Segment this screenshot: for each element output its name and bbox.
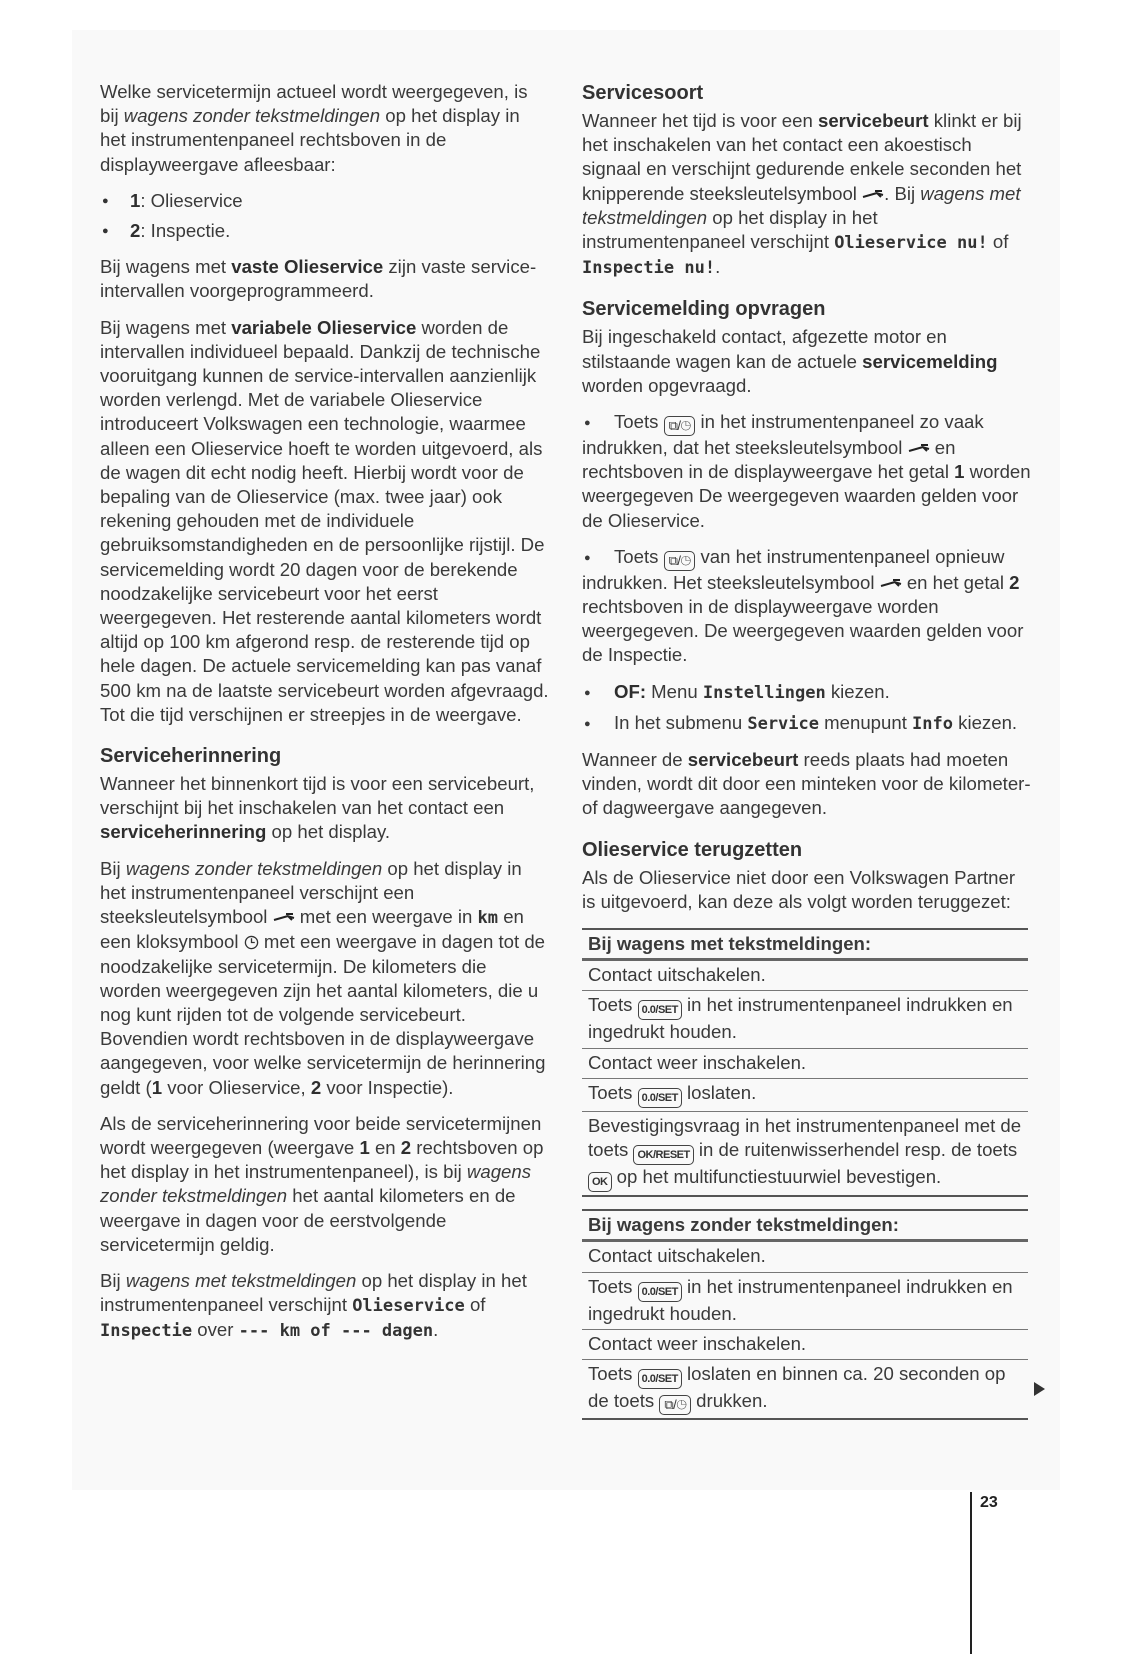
table-row: Toets 0.0/SET in het instrumentenpaneel indrukken en ingedrukt houden. <box>582 1273 1028 1330</box>
table-row: Contact uitschakelen. <box>582 1242 1028 1272</box>
table-row: Toets 0.0/SET loslaten en binnen ca. 20 seconden op de toets ⧉/◷ drukken. <box>582 1360 1028 1420</box>
table-row: Toets 0.0/SET loslaten. <box>582 1079 1028 1112</box>
page-number-divider <box>970 1492 972 1654</box>
table-header: Bij wagens met tekstmeldingen: <box>582 928 1028 961</box>
table-row: Toets 0.0/SET in het instrumentenpaneel indrukken en ingedrukt houden. <box>582 991 1028 1048</box>
herinnering-p4: Bij wagens met tekstmeldingen op het display in het instrumentenpaneel verschijnt Olieservice of Inspectie over --- km of --- dagen. <box>100 1269 527 1342</box>
terugzetten-paragraph: Als de Olieservice niet door een Volkswagen Partner is uitgevoerd, kan deze als volgt worden teruggezet: <box>582 866 1016 912</box>
ok-key-icon: OK <box>588 1172 612 1192</box>
herinnering-p1: Wanneer het binnenkort tijd is voor een servicebeurt, verschijnt bij het inschakelen van het contact een serviceherinnering op het display. <box>100 773 535 843</box>
opvragen-bullet-3: ● OF: Menu Instellingen kiezen. <box>582 680 1032 705</box>
opvragen-bullet-1: ● Toets ⧉/◷ in het instrumentenpaneel zo vaak indrukken, dat het steeksleutelsymbool en rechtsboven in de displayweergave het getal 1 worden weergegeven De weergegeven waarden gelden voor de Olieservice. <box>582 411 1031 531</box>
heading-servicesoort: Servicesoort <box>582 82 704 104</box>
opvragen-bullet-4: ● In het submenu Service menupunt Info kiezen. <box>582 711 1032 736</box>
table-row: Contact weer inschakelen. <box>582 1049 1028 1079</box>
set-key-icon: 0.0/SET <box>638 1000 682 1020</box>
bullet-icon: ● <box>584 686 591 699</box>
list-item: ● 1: Olieservice <box>100 189 550 213</box>
set-key-icon: 0.0/SET <box>638 1282 682 1302</box>
heading-servicemelding-opvragen: Servicemelding opvragen <box>582 298 826 321</box>
herinnering-p2: Bij wagens zonder tekstmeldingen op het display in het instrumentenpaneel verschijnt een steeksleutelsymbool met een weergave in km en een kloksymbool met een weergave in dagen tot de noodzakelijke servicetermijn. De kilometers die worden weergegeven zijn het aantal kilometers, die u nog kunt rijden tot de volgende servicebeurt. Bovendien wordt rechtsboven in de displayweergave aangegeven, voor welke servicetermijn de herinnering geldt (1 voor Olieservice, 2 voor Inspectie). <box>100 857 546 1098</box>
variabele-paragraph: Bij wagens met variabele Olieservice worden de intervallen individueel bepaald. Dankzij de technische vooruitgang kunnen de service-intervallen aanzienlijk worden verlengd. Met de variabele Olieservice introduceert Volkswagen een technologie, waarmee alleen een Olieservice hoeft te worden uitgevoerd, als de wagen dit echt nodig heeft. Hierbij wordt voor de bepaling van de Olieservice (max. twee jaar) ook rekening gehouden met de individuele gebruiksomstandigheden en de persoonlijke rijstijl. De servicemelding wordt 20 dagen voor de berekende noodzakelijke servicebeurt voor het eerst weergegeven. Het resterende aantal kilometers wordt altijd op 100 km afgerond resp. de resterende tijd op hele dagen. De actuele servicemelding kan pas vanaf 500 km na de laatste servicebeurt worden afgevraagd. Tot die tijd verschijnen er streepjes in de weergave. <box>100 316 549 725</box>
page-number: 23 <box>980 1494 998 1511</box>
opvragen-bullet-2: ● Toets ⧉/◷ van het instrumentenpaneel opnieuw indrukken. Het steeksleutelsymbool en het getal 2 rechtsboven in de displayweergave worden weergegeven. De weergegeven waarden gelden voor de Inspectie. <box>582 545 1024 666</box>
minteken-paragraph: Wanneer de servicebeurt reeds plaats had moeten vinden, wordt dit door een minteken voor de kilometer- of dagweergave aangegeven. <box>582 749 1031 819</box>
servicesoort-paragraph: Wanneer het tijd is voor een servicebeurt klinkt er bij het inschakelen van het contact een akoestisch signaal en verschijnt gedurende enkele seconden het knipperende steeksleutelsymbool . Bij wagens met tekstmeldingen op het display in het instrumentenpaneel verschijnt Olieservice nu! of Inspectie nu!. <box>582 110 1022 279</box>
table-header: Bij wagens zonder tekstmeldingen: <box>582 1209 1028 1242</box>
display-clock-key-icon: ⧉/◷ <box>664 416 696 436</box>
set-key-icon: 0.0/SET <box>638 1088 682 1108</box>
ok-reset-key-icon: OK/RESET <box>633 1145 693 1165</box>
vaste-paragraph: Bij wagens met vaste Olieservice zijn vaste service-intervallen voorgeprogrammeerd. <box>100 256 537 302</box>
list-item: ● 2: Inspectie. <box>100 219 550 243</box>
herinnering-p3: Als de serviceherinnering voor beide servicetermijnen wordt weergegeven (weergave 1 en 2 rechtsboven op het display in het instrumentenpaneel), is bij wagens zonder tekstmeldingen het aantal kilometers en de weergave in dagen voor de eerstvolgende servicetermijn geldig. <box>100 1112 544 1255</box>
set-key-icon: 0.0/SET <box>638 1369 682 1389</box>
opvragen-paragraph: Bij ingeschakeld contact, afgezette motor en stilstaande wagen kan de actuele servicemelding worden opgevraagd. <box>582 326 998 396</box>
heading-olieservice-terugzetten: Olieservice terugzetten <box>582 838 803 861</box>
table-row: Contact uitschakelen. <box>582 961 1028 991</box>
service-type-list <box>100 189 550 243</box>
table-row: Bevestigingsvraag in het instrumentenpaneel met de toets OK/RESET in de ruitenwisserhendel resp. de toets OK op het multifunctiestuurwiel bevestigen. <box>582 1112 1028 1197</box>
display-clock-key-icon: ⧉/◷ <box>659 1395 691 1415</box>
continue-arrow-icon <box>1034 1382 1045 1396</box>
bullet-icon: ● <box>584 717 591 730</box>
right-column <box>582 80 1032 1420</box>
bullet-icon: ● <box>584 551 591 564</box>
manual-page <box>72 30 1060 1490</box>
display-clock-key-icon: ⧉/◷ <box>664 551 696 571</box>
table-row: Contact weer inschakelen. <box>582 1330 1028 1360</box>
wrench-icon <box>880 578 902 588</box>
heading-serviceherinnering: Serviceherinnering <box>100 745 282 768</box>
clock-icon <box>244 935 259 950</box>
intro-paragraph: Welke servicetermijn actueel wordt weergegeven, is bij wagens zonder tekstmeldingen op het display in het instrumentenpaneel rechtsboven in de displayweergave afleesbaar: <box>100 81 528 175</box>
wrench-icon <box>908 443 930 453</box>
table-zonder-tekstmeldingen <box>582 1209 1028 1420</box>
table-met-tekstmeldingen <box>582 928 1028 1197</box>
wrench-icon <box>273 912 295 922</box>
left-column <box>100 80 550 1356</box>
bullet-icon: ● <box>584 417 591 430</box>
wrench-icon <box>862 189 884 199</box>
